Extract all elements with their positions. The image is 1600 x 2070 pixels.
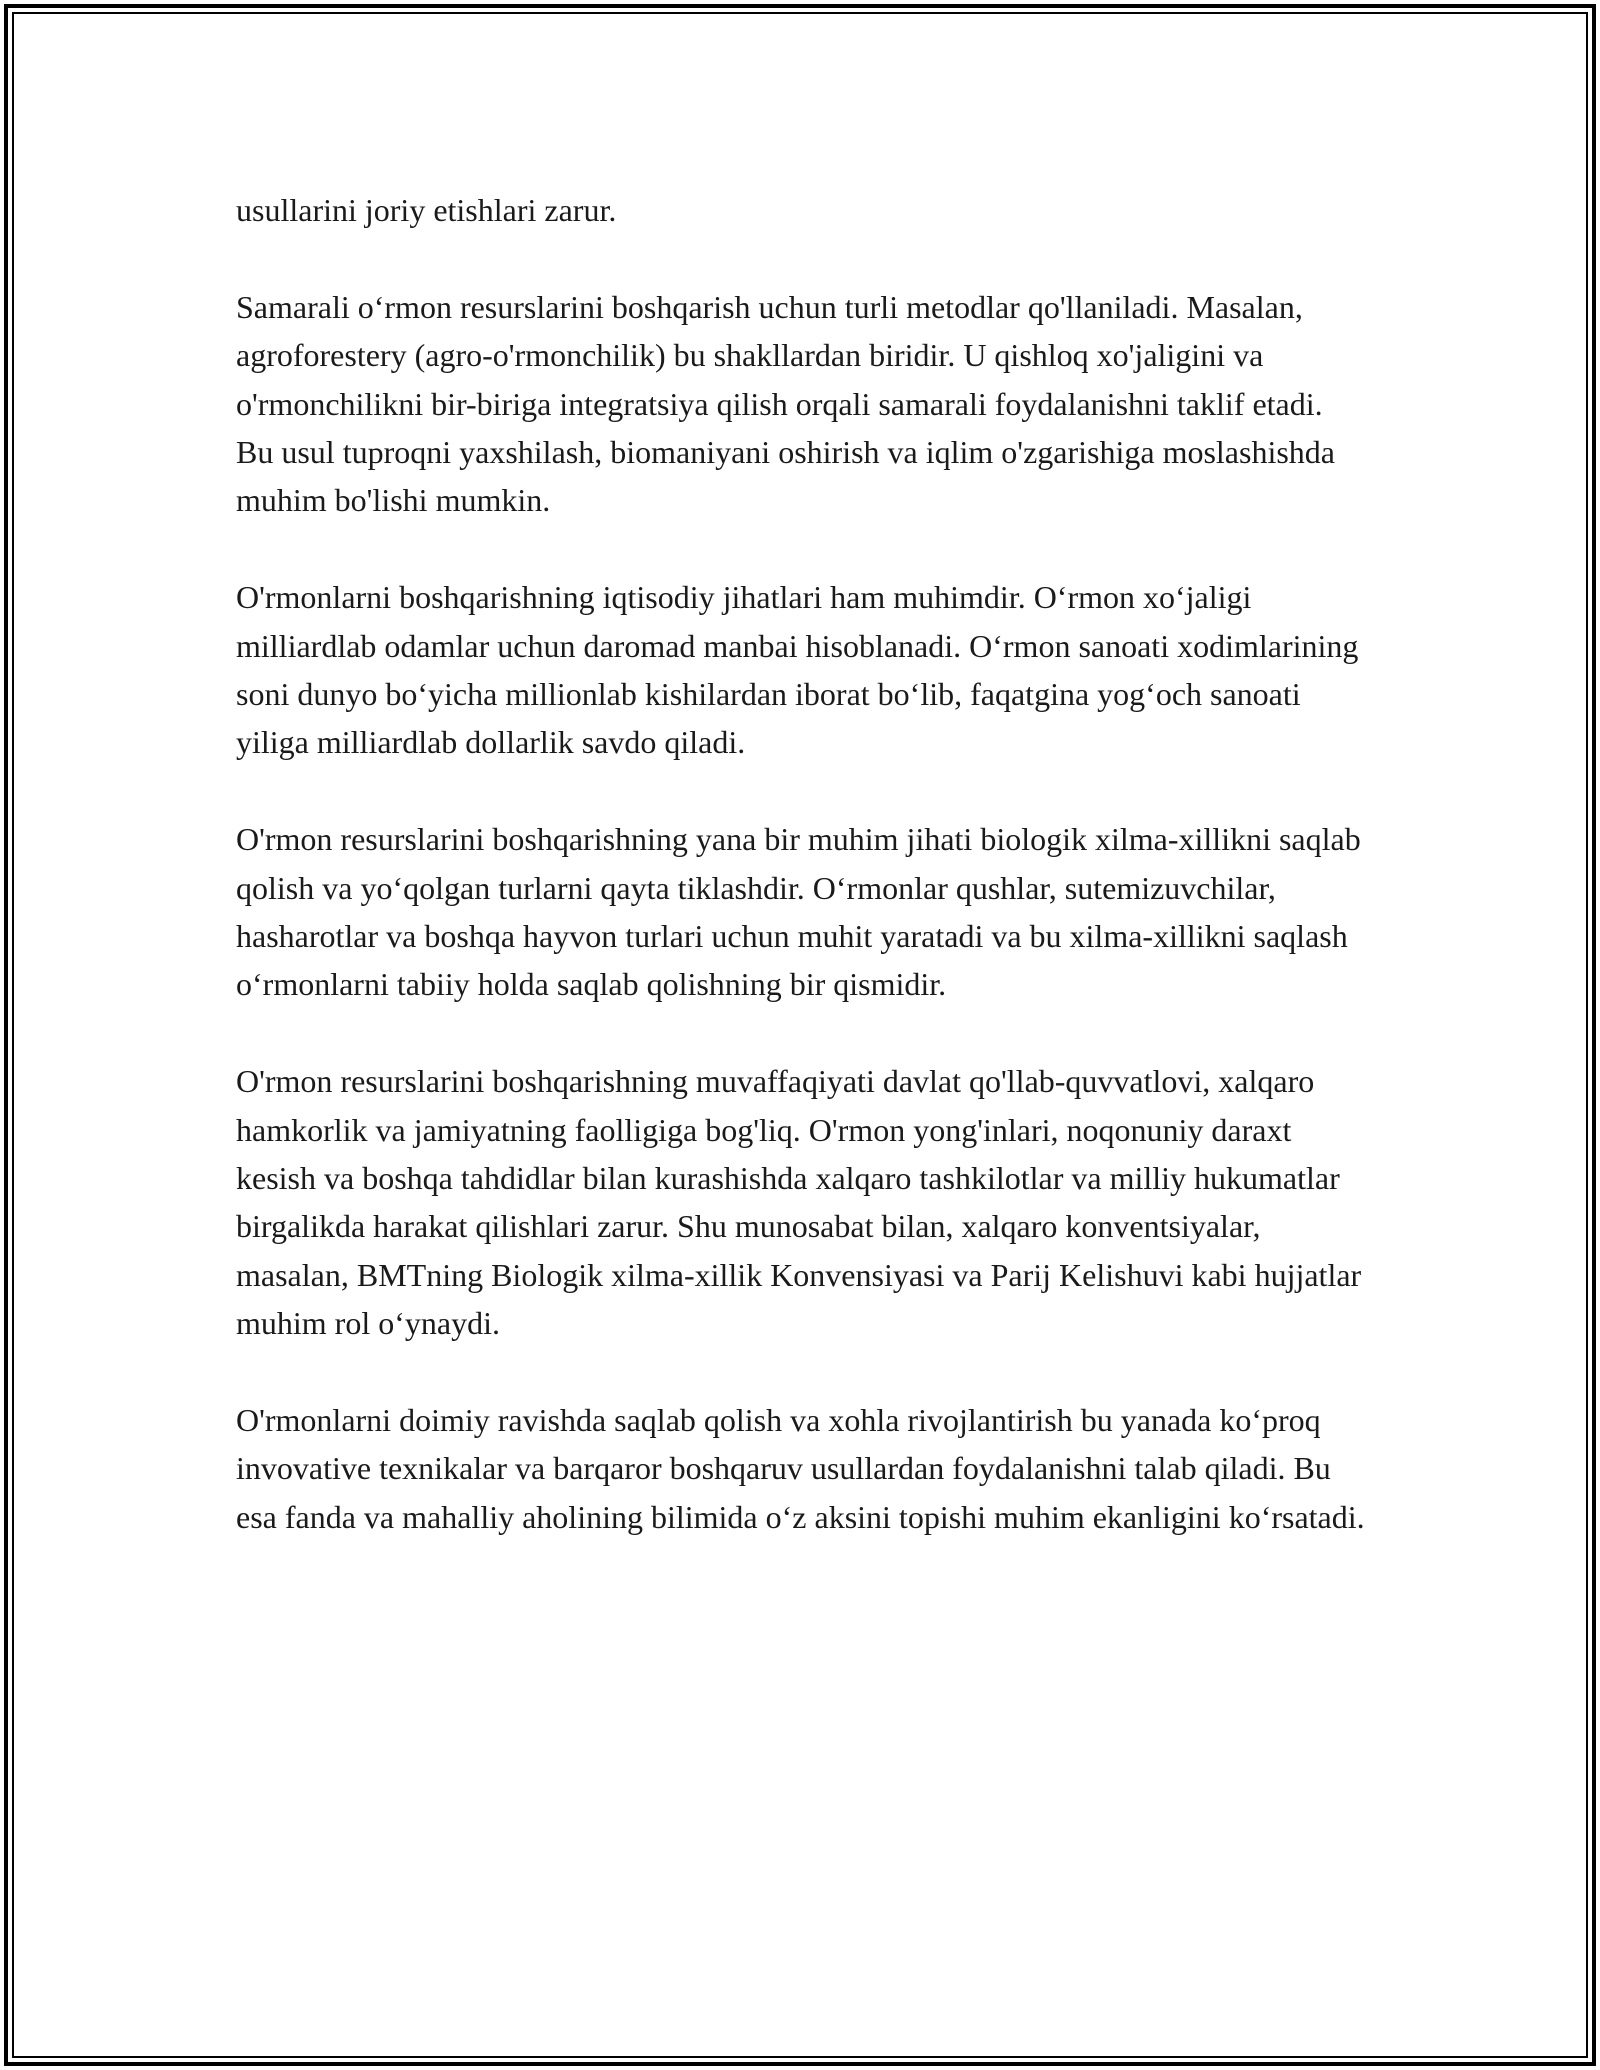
paragraph-6: O'rmonlarni doimiy ravishda saqlab qolish va xohla rivojlantirish bu yanada ko‘proq invovative texnikalar va barqaror boshqaruv usullardan foydalanishni talab qiladi. Bu esa fanda va mahalliy aholining bilimida o‘z aksini topishi muhim ekanligini ko‘rsatadi. bbox=[236, 1402, 1365, 1535]
paragraph-5: O'rmon resurslarini boshqarishning muvaffaqiyati davlat qo'llab-quvvatlovi, xalqaro hamkorlik va jamiyatning faolligiga bog'liq. O'rmon yong'inlari, noqonuniy daraxt kesish va boshqa tahdidlar bilan kurashishda xalqaro tashkilotlar va milliy hukumatlar birgalikda harakat qilishlari zarur. Shu munosabat bilan, xalqaro konventsiyalar, masalan, BMTning Biologik xilma-xillik Konvensiyasi va Parij Kelishuvi kabi hujjatlar muhim rol o‘ynaydi. bbox=[236, 1063, 1362, 1342]
paragraph-2: Samarali o‘rmon resurslarini boshqarish uchun turli metodlar qo'llaniladi. Masalan, agroforestery (agro-o'rmonchilik) bu shakllardan biridir. U qishloq xo'jaligini va o'rmonchilikni bir-biriga integratsiya qilish orqali samarali foydalanishni taklif etadi. Bu usul tuproqni yaxshilash, biomaniyani oshirish va iqlim o'zgarishiga moslashishda muhim bo'lishi mumkin. bbox=[236, 288, 1335, 519]
paragraph-4: O'rmon resurslarini boshqarishning yana bir muhim jihati biologik xilma-xillikni saqlab qolish va yo‘qolgan turlarni qayta tiklashdir. O‘rmonlar qushlar, sutemizuvchilar, hasharotlar va boshqa hayvon turlari uchun muhit yaratadi va bu xilma-xillikni saqlash o‘rmonlarni tabiiy holda saqlab qolishning bir qismidir. bbox=[236, 821, 1361, 1003]
paragraph-1: usullarini joriy etishlari zarur. bbox=[236, 192, 617, 228]
document-body bbox=[236, 186, 1366, 1541]
paragraph-3: O'rmonlarni boshqarishning iqtisodiy jihatlari ham muhimdir. O‘rmon xo‘jaligi milliardlab odamlar uchun daromad manbai hisoblanadi. O‘rmon sanoati xodimlarining soni dunyo bo‘yicha millionlab kishilardan iborat bo‘lib, faqatgina yog‘och sanoati yiliga milliardlab dollarlik savdo qiladi. bbox=[236, 579, 1359, 761]
